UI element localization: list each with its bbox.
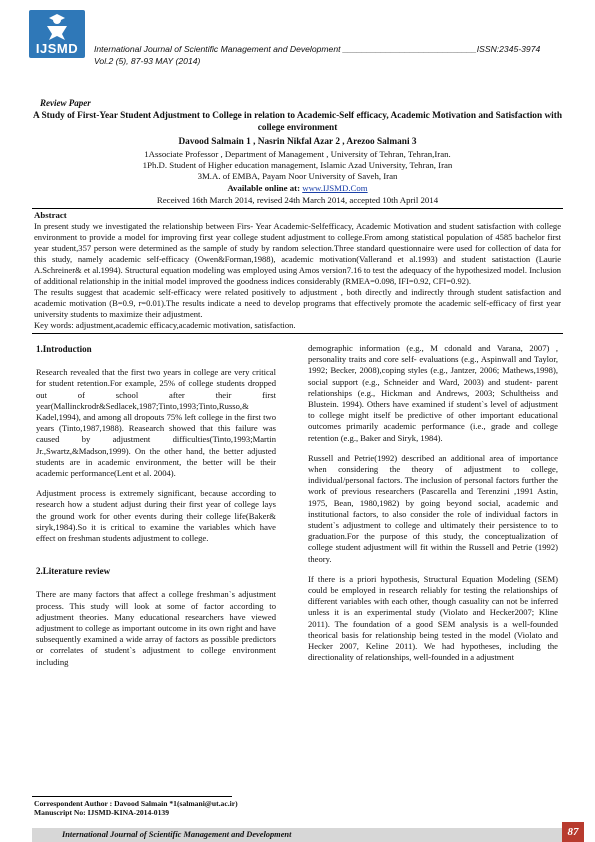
affiliation-1: 1Associate Professor , Department of Management , University of Tehran, Tehran,Iran.	[144, 149, 451, 159]
body-paragraph: There are many factors that affect a college freshman`s adjustment process. This study will look at some of factor according to adjustment theories. Many educational researchers have viewed adjustment to college as important outcome in its own right and have subsequently examined a wide array of factors as possible predictors or correlates of student`s adjustment to college environment including	[36, 589, 276, 667]
abstract-body	[34, 221, 561, 331]
correspondent-author: Correspondent Author : Davood Salmain *1(salmani@ut.ac.ir)	[34, 799, 238, 808]
journal-logo	[29, 10, 85, 58]
body-paragraph: If there is a priori hypothesis, Structural Equation Modeling (SEM) could be employed in research reliably for testing the relationships of different variables with each other, though casuality can not be inferred unless it is an experimental study (Violato and Hecker2007; Kline 2011). The foundation of a good SEM analysis is a well-founded theorical basis for relationship being tested in the model (Violato and Hecker 2007, Keline 2011). We had hypotheses, including the directionality of relationships, well-founded in a adjustment	[308, 573, 558, 663]
paper-type: Review Paper	[40, 98, 91, 108]
journal-header: International Journal of Scientific Management and Development ____________________________ISSN:2345-3974	[94, 44, 541, 54]
paper-title: A Study of First-Year Student Adjustment to College in relation to Academic-Self efficacy, Academic Motivation and Satisfaction with college environment	[32, 111, 563, 133]
abstract-heading: Abstract	[34, 210, 67, 220]
section-heading-introduction: 1.Introduction	[36, 344, 92, 354]
volume-line: Vol.2 (5), 87-93 MAY (2014)	[94, 56, 201, 66]
affiliation-2: 1Ph.D. Student of Higher education management, Islamic Azad University, Tehran, Iran	[142, 160, 453, 170]
footnote	[34, 799, 238, 817]
abstract-paragraph: In present study we investigated the relationship between Firs- Year Academic-Selfefficacy, Academic Motivation and student satisfaction with college environment to provide a model for improving first year college student adjustment to college.From among statistical population of 4585 bachelor first year student,357 person were determined as the sample of study by random selection.Three standard questionnaire were used for collection of data for this study, namely academic self-efficacy (Owen&Forman,1988), academic motivation(Vallerand et al.1993) and student satistaction (Laurie A.Schreiner& et al.1994). Structural equation modeling was employed using Amos version7.16 to test the adequacy of the hypothesized model. Inclusion of additional relationship in the initial model improved the goodness indices considerably (RMEA=0.098, IFI=0.92, CFI=0.92).	[34, 221, 561, 286]
left-column	[36, 344, 276, 677]
manuscript-number: Manuscript No: IJSMD-KINA-2014-0139	[34, 808, 169, 817]
right-column	[308, 343, 558, 672]
body-paragraph: Adjustment process is extremely significant, because according to research how a student adjust during their first year of college lays the ground work for other events during their college life(Baker& siryk,1984).So it is critical to examine the variables which have effect on freshman students adjustment to college.	[36, 488, 276, 544]
online-label: Available online at:	[227, 183, 301, 193]
online-availability	[30, 183, 565, 193]
footer-journal: International Journal of Scientific Management and Development	[62, 830, 292, 839]
body-paragraph: demographic information (e.g., M cdonald and Varana, 2007) , personality traits and core self- evaluations (e.g., Aspinwall and Taylor, 1992; Becker, 2008),coping styles (e.g., Jantzer, 2006; Mathews,1998), social support (e.g., Schneider and Ward, 2003) and student- parent relationships (e.g., Hickman and Andrews, 2003; Schultheiss and Blustein. 1994). Others have examined if student`s level of adjustment to college might itself be predictive of other important educational outcomes primarily academic performance (i.e., grade and college retention (e.g., Baker and Siryk, 1984).	[308, 343, 558, 443]
journal-link[interactable]: www.IJSMD.Com	[302, 183, 368, 193]
body-paragraph: Research revealed that the first two years in college are very critical for student retention.For example, 25% of college students dropped out of school after their first year(Mallinckrodr&Sedlacek,1987;Tinto,1993;Tinto,Russo,& Kadel,1994), and among all dropouts 75% left college in the first two years (Tinto,1987,1988). Reasearch showed that this failure was caused by adjustment difficulties(Tinto,1993;Martin Jr.,Swartz,&Madson,1999). On the other hand, the better adjusted students are in academic environment, the better will be their academic performance(Lent et al. 2004).	[36, 367, 276, 479]
affiliation-3: 3M.A. of EMBA, Payam Noor University of Saveh, Iran	[197, 171, 398, 181]
body-paragraph: Russell and Petrie(1992) described an additional area of importance when considering the theory of adjustment to college, individual/personal factors. The inclusion of personal factors further the work of previous researchers (Pascarella and Terenzini ,1991 Astin, 1975, Bean, 1980,1982) by going beyond social, academic and institutional factors, to also consider the role of individual factors in student`s adjustment to college and ultimately their persistence to to graduation.For the purpose of this study, the conceptualization of college student adjustment will fit within the Russell and Petrie (1992) theory.	[308, 452, 558, 564]
footnote-rule	[32, 796, 232, 797]
received-dates: Received 16th March 2014, revised 24th March 2014, accepted 10th April 2014	[156, 195, 439, 205]
logo-text: IJSMD	[35, 41, 79, 56]
authors: Davood Salmain 1 , Nasrin Nikfal Azar 2 , Arezoo Salmani 3	[178, 137, 417, 147]
abstract-box	[32, 208, 563, 334]
section-heading-literature: 2.Literature review	[36, 566, 111, 577]
keywords: Key words: adjustment,academic efficacy,academic motivation, satisfaction.	[34, 320, 296, 330]
abstract-paragraph: The results suggest that academic self-efficacy were related positively to adjustment , both directly and indirectly through student satisfaction and academic motivation (B=0.9, r=0.01).The results indicate a need to develop programs that effectively promote the academic self-efficacy of first year university students to maximize their adjustment.	[34, 287, 561, 319]
page-number-badge: 87	[562, 822, 584, 842]
